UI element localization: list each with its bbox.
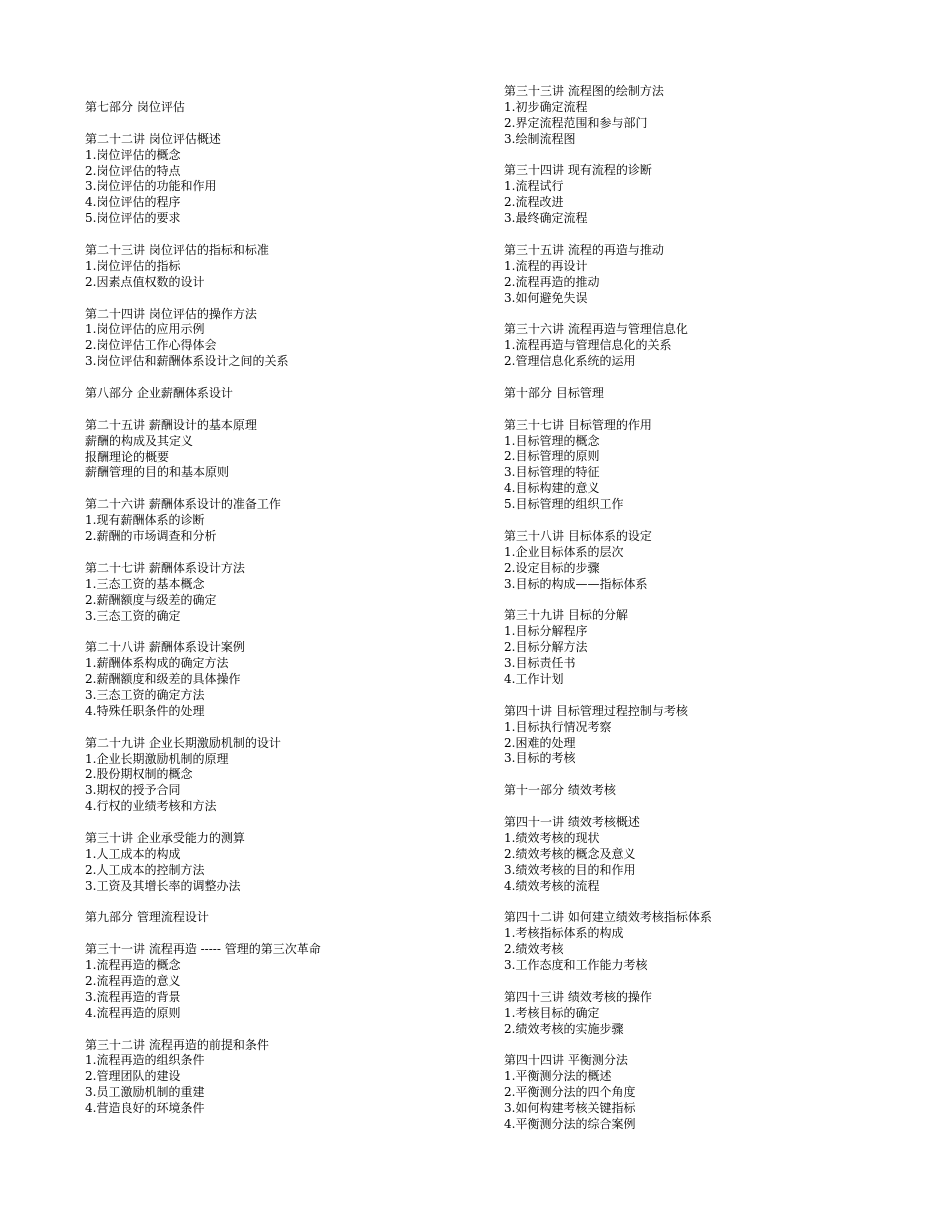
list-item: 2.薪酬的市场调查和分析 <box>85 529 217 544</box>
list-item: 4.绩效考核的流程 <box>504 878 600 893</box>
list-item: 3.绩效考核的目的和作用 <box>504 862 636 877</box>
list-item: 2.目标分解方法 <box>504 640 588 655</box>
blank-line <box>504 1037 904 1053</box>
list-item: 1.岗位评估的概念 <box>85 147 181 162</box>
right-column <box>504 84 904 1133</box>
list-item: 1.目标分解程序 <box>504 624 588 639</box>
list-item: 3.工资及其增长率的调整办法 <box>85 878 241 893</box>
list-item: 4.岗位评估的程序 <box>85 195 181 210</box>
list-item: 1.人工成本的构成 <box>85 846 181 861</box>
list-item: 1.企业目标体系的层次 <box>504 544 624 559</box>
list-item: 1.考核指标体系的构成 <box>504 926 624 941</box>
list-item: 4.特殊任职条件的处理 <box>85 703 205 718</box>
list-item: 3.流程再造的背景 <box>85 989 181 1004</box>
list-item: 3.绘制流程图 <box>504 131 576 146</box>
list-item: 1.目标执行情况考察 <box>504 719 612 734</box>
blank-line <box>85 545 485 561</box>
list-item: 报酬理论的概要 <box>85 449 170 464</box>
blank-line <box>85 926 485 942</box>
list-item: 2.流程再造的推动 <box>504 274 600 289</box>
blank-line <box>85 720 485 736</box>
blank-line <box>85 227 485 243</box>
blank-line <box>85 291 485 307</box>
blank-line <box>85 402 485 418</box>
list-item: 2.岗位评估的特点 <box>85 163 181 178</box>
list-item: 1.三态工资的基本概念 <box>85 576 205 591</box>
list-item: 3.目标管理的特征 <box>504 465 600 480</box>
lecture-title: 第二十七讲 薪酬体系设计方法 <box>85 560 245 575</box>
section-heading: 第七部分 岗位评估 <box>85 100 185 114</box>
list-item: 3.工作态度和工作能力考核 <box>504 957 648 972</box>
blank-line <box>504 688 904 704</box>
blank-line <box>504 767 904 783</box>
blank-line <box>85 370 485 386</box>
lecture-title: 第四十讲 目标管理过程控制与考核 <box>504 703 688 718</box>
list-item: 1.流程试行 <box>504 179 564 194</box>
list-item: 4.平衡测分法的综合案例 <box>504 1116 636 1131</box>
list-item: 4.目标构建的意义 <box>504 481 600 496</box>
list-item: 3.岗位评估的功能和作用 <box>85 179 217 194</box>
list-item: 4.流程再造的原则 <box>85 1005 181 1020</box>
list-item: 薪酬的构成及其定义 <box>85 433 194 448</box>
list-item: 3.如何避免失误 <box>504 290 588 305</box>
list-item: 2.界定流程范围和参与部门 <box>504 115 648 130</box>
lecture-title: 第四十四讲 平衡测分法 <box>504 1053 628 1068</box>
list-item: 4.营造良好的环境条件 <box>85 1101 205 1116</box>
list-item: 3.最终确定流程 <box>504 211 588 226</box>
list-item: 1.考核目标的确定 <box>504 1005 600 1020</box>
list-item: 2.流程改进 <box>504 195 564 210</box>
section-heading: 第十一部分 绩效考核 <box>504 783 616 798</box>
list-item: 1.流程的再设计 <box>504 258 588 273</box>
lecture-title: 第四十一讲 绩效考核概述 <box>504 814 640 829</box>
list-item: 3.目标责任书 <box>504 656 576 671</box>
section-heading: 第八部分 企业薪酬体系设计 <box>85 386 233 401</box>
list-item: 1.薪酬体系构成的确定方法 <box>85 656 229 671</box>
lecture-title: 第三十八讲 目标体系的设定 <box>504 528 652 543</box>
list-item: 1.岗位评估的应用示例 <box>85 322 205 337</box>
blank-line <box>504 894 904 910</box>
list-item: 2.困难的处理 <box>504 735 576 750</box>
lecture-title: 第三十六讲 流程再造与管理信息化 <box>504 322 688 337</box>
list-item: 1.企业长期激励机制的原理 <box>85 751 229 766</box>
blank-line <box>504 227 904 243</box>
list-item: 1.初步确定流程 <box>504 99 588 114</box>
list-item: 2.目标管理的原则 <box>504 449 600 464</box>
list-item: 3.目标的构成——指标体系 <box>504 576 648 591</box>
list-item: 1.流程再造与管理信息化的关系 <box>504 338 672 353</box>
blank-line <box>504 370 904 386</box>
list-item: 1.岗位评估的指标 <box>85 258 181 273</box>
left-column <box>85 100 485 1117</box>
list-item: 3.目标的考核 <box>504 751 576 766</box>
list-item: 2.管理信息化系统的运用 <box>504 354 636 369</box>
lecture-title: 第三十一讲 流程再造 ----- 管理的第三次革命 <box>85 942 321 957</box>
list-item: 3.三态工资的确定方法 <box>85 687 205 702</box>
blank-line <box>85 895 485 911</box>
blank-line <box>504 974 904 990</box>
list-item: 3.如何构建考核关键指标 <box>504 1101 636 1115</box>
lecture-title: 第三十五讲 流程的再造与推动 <box>504 242 664 257</box>
lecture-title: 第四十三讲 绩效考核的操作 <box>504 989 652 1004</box>
lecture-title: 第二十二讲 岗位评估概述 <box>85 131 221 146</box>
lecture-title: 第四十二讲 如何建立绩效考核指标体系 <box>504 910 712 925</box>
lecture-title: 第三十三讲 流程图的绘制方法 <box>504 84 664 98</box>
list-item: 2.设定目标的步骤 <box>504 560 600 575</box>
list-item: 2.股份期权制的概念 <box>85 767 193 782</box>
blank-line <box>85 481 485 497</box>
list-item: 2.绩效考核的实施步骤 <box>504 1021 624 1036</box>
list-item: 1.目标管理的概念 <box>504 433 600 448</box>
list-item: 2.平衡测分法的四个角度 <box>504 1085 636 1100</box>
list-item: 3.三态工资的确定 <box>85 608 181 623</box>
blank-line <box>85 815 485 831</box>
list-item: 3.岗位评估和薪酬体系设计之间的关系 <box>85 354 289 369</box>
section-heading: 第十部分 目标管理 <box>504 385 604 400</box>
section-heading: 第九部分 管理流程设计 <box>85 910 209 925</box>
list-item: 2.薪酬额度和级差的具体操作 <box>85 672 241 687</box>
lecture-title: 第三十四讲 现有流程的诊断 <box>504 163 652 178</box>
list-item: 5.目标管理的组织工作 <box>504 497 624 512</box>
lecture-title: 第二十六讲 薪酬体系设计的准备工作 <box>85 497 281 512</box>
list-item: 2.流程再造的意义 <box>85 973 181 988</box>
lecture-title: 第三十七讲 目标管理的作用 <box>504 417 652 432</box>
list-item: 3.期权的授予合同 <box>85 783 181 798</box>
lecture-title: 第三十二讲 流程再造的前提和条件 <box>85 1037 269 1052</box>
list-item: 2.因素点值权数的设计 <box>85 274 205 289</box>
list-item: 2.绩效考核的概念及意义 <box>504 846 636 861</box>
list-item: 1.流程再造的概念 <box>85 958 181 973</box>
list-item: 2.薪酬额度与级差的确定 <box>85 592 217 607</box>
list-item: 4.工作计划 <box>504 671 564 686</box>
blank-line <box>85 1022 485 1038</box>
list-item: 2.绩效考核 <box>504 942 564 957</box>
lecture-title: 第三十九讲 目标的分解 <box>504 608 628 623</box>
list-item: 4.行权的业绩考核和方法 <box>85 799 217 814</box>
list-item: 3.员工激励机制的重建 <box>85 1085 205 1100</box>
list-item: 1.绩效考核的现状 <box>504 830 600 845</box>
blank-line <box>504 402 904 418</box>
list-item: 2.管理团队的建设 <box>85 1069 181 1084</box>
list-item: 5.岗位评估的要求 <box>85 211 181 226</box>
blank-line <box>504 593 904 609</box>
list-item: 2.岗位评估工作心得体会 <box>85 338 217 353</box>
lecture-title: 第三十讲 企业承受能力的测算 <box>85 830 245 845</box>
lecture-title: 第二十八讲 薪酬体系设计案例 <box>85 640 245 655</box>
list-item: 1.流程再造的组织条件 <box>85 1053 205 1068</box>
list-item: 1.现有薪酬体系的诊断 <box>85 513 205 528</box>
lecture-title: 第二十四讲 岗位评估的操作方法 <box>85 306 257 321</box>
blank-line <box>504 513 904 529</box>
list-item: 2.人工成本的控制方法 <box>85 862 205 877</box>
lecture-title: 第二十五讲 薪酬设计的基本原理 <box>85 417 257 432</box>
list-item: 1.平衡测分法的概述 <box>504 1069 612 1084</box>
list-item: 薪酬管理的目的和基本原则 <box>85 465 230 480</box>
blank-line <box>504 306 904 322</box>
blank-line <box>504 799 904 815</box>
blank-line <box>504 148 904 164</box>
blank-line <box>85 624 485 640</box>
blank-line <box>85 116 485 132</box>
lecture-title: 第二十九讲 企业长期激励机制的设计 <box>85 735 281 750</box>
lecture-title: 第二十三讲 岗位评估的指标和标准 <box>85 243 269 258</box>
